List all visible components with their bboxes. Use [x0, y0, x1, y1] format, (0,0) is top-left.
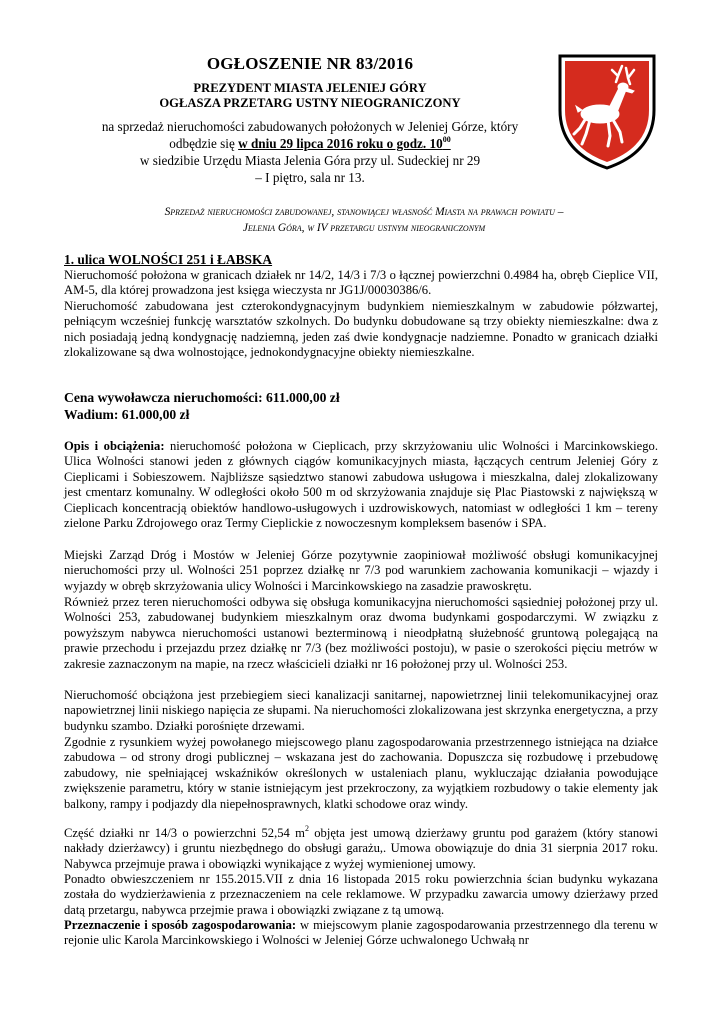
- auction-date: w dniu 29 lipca 2016 roku o godz. $10^{00}$: [238, 135, 451, 151]
- paragraph-description: [64, 439, 658, 531]
- description-label: Opis i obciążenia:: [64, 439, 165, 453]
- section-heading: 1. ulica WOLNOŚCI 251 i ŁABSKA: [64, 252, 273, 267]
- purpose-text: w miejscowym planie zagospodarowania przestrzennego dla terenu w rejonie ulic Karola Marcinkowskiego i Wolności w Jeleniej Górze uchwalonego Uchwałą nr: [64, 918, 658, 948]
- lease-text-start: Część działki nr 14/3 o powierzchni 52,54 m: [64, 826, 305, 840]
- paragraph-advertising: Ponadto obwieszczeniem nr 155.2015.VII z dnia 16 listopada 2015 roku powierzchnia ścian budynku wykazana została do wydzierżawienia z przeznaczeniem na cele reklamowe. W przypadku zawarcia umowy dzierżawy przed datą przetargu, nabywca przejmie prawa i obowiązki związane z tą umową.: [64, 872, 658, 917]
- purpose-label: Przeznaczenie i sposób zagospodarowania:: [64, 918, 297, 932]
- intro-line-2-prefix: odbędzie się: [169, 136, 239, 151]
- deposit: Wadium: 61.000,00 zł: [64, 407, 190, 422]
- intro-line-2: [40, 136, 580, 152]
- paragraph-road-authority: Miejski Zarząd Dróg i Mostów w Jeleniej Górze pozytywnie zaopiniował możliwość obsługi komunikacyjnej nieruchomości przy ul. Wolności 251 poprzez działkę nr 7/3 pod warunkiem zachowania komunikacji – wjazdy i wyjazdy w obręb skrzyżowania ulicy Wolności i Marcinkowskiego na zasadzie prawoskrętu.: [64, 548, 658, 593]
- intro-line-4: – I piętro, sala nr 13.: [255, 170, 365, 185]
- subtitle: [60, 204, 668, 236]
- announcement-title: OGŁOSZENIE NR 83/2016: [206, 54, 414, 73]
- intro-line-3: w siedzibie Urzędu Miasta Jelenia Góra przy ul. Sudeckiej nr 29: [139, 153, 481, 168]
- section-heading-block: [64, 252, 658, 268]
- paragraph-building: Nieruchomość zabudowana jest czterokondygnacyjnym budynkiem niemieszkalnym w zabudowie półzwartej, pełniącym wcześniej funkcję warsztatów szkolnych. Do budynku dobudowane są trzy obiekty niemieszkalne: dwa z nich posiadają jedną kondygnację nadziemną, jeden zaś dwie kondygnacje nadziemne. Ponadto w granicach działki zlokalizowane są dwa wolnostojące, jednokondygnacyjne obiekty niemieszkalne.: [64, 299, 658, 360]
- paragraph-purpose: [64, 918, 658, 949]
- paragraph-easement: Również przez teren nieruchomości odbywa się obsługa komunikacyjna nieruchomości sąsiedniej położonej przy ul. Wolności 253, zabudowanej budynkiem mieszkalnym oraz dwoma budynkami gospodarczymi. W związku z powyższym nabywca nieruchomości ustanowi bezterminową i nieodpłatną służebność gruntową polegającą na prawie przechodu i przejazdu przez działkę nr 7/3 (bez możliwości postoju), w pasie o szerokości pięciu metrów w zakresie zaznaczonym na mapie, na rzecz właścicieli działki nr 16 położonej przy ul. Wolności 253.: [64, 595, 658, 671]
- lease-text-end: objęta jest umową dzierżawy gruntu pod garażem (który stanowi nakłady dzierżawcy) i gruntu niezbędnego do obsługi garażu,. Umowa obowiązuje do dnia 31 sierpnia 2017 roku. Nabywca przejmuje prawa i obowiązki wynikające z wyżej wymienionej umowy.: [64, 826, 659, 871]
- intro-line-1: na sprzedaż nieruchomości zabudowanych położonych w Jeleniej Górze, który: [101, 119, 519, 134]
- square-metre-superscript: 2: [304, 824, 309, 833]
- paragraph-lease: [64, 826, 658, 872]
- paragraph-zoning: Zgodnie z rysunkiem wyżej powołanego miejscowego planu zagospodarowania przestrzennego istniejąca na działce zabudowa – od strony drogi publicznej – wskazana jest do zachowania. Dopuszcza się rozbudowę i przebudowę zabudowy, nie spełniającej wskaźników określonych w ustaleniach planu, wykluczając działania powodujące zwiększenie parametru, który w stanie istniejącym jest przekroczony, za wyjątkiem rozbudowy o takie elementy jak balkony, rampy i podjazdy dla niepełnosprawnych, klatki schodowe oraz windy.: [64, 735, 658, 811]
- paragraph-encumbrances: Nieruchomość obciążona jest przebiegiem sieci kanalizacji sanitarnej, napowietrznej linii telekomunikacyjnej oraz napowietrznej linii niskiego napięcia ze słupami. Na nieruchomości zlokalizowana jest skrzynka energetyczna, a przy budynku szambo. Działki porośnięte drzewami.: [64, 688, 658, 733]
- paragraph-parcel: Nieruchomość położona w granicach działek nr 14/2, 14/3 i 7/3 o łącznej powierzchni 0.4984 ha, obręb Cieplice VII, AM-5, dla której prowadzona jest księga wieczysta nr JG1J/00030386/6.: [64, 268, 658, 298]
- hour-minutes-superscript: 00: [442, 135, 451, 144]
- header-line-2: OGŁASZA PRZETARG USTNY NIEOGRANICZONY: [159, 96, 461, 110]
- starting-price: Cena wywoławcza nieruchomości: 611.000,00 zł: [64, 390, 340, 405]
- header-line-1: PREZYDENT MIASTA JELENIEJ GÓRY: [193, 81, 427, 95]
- subtitle-line-1: Sprzedaż nieruchomości zabudowanej, stanowiącej własność Miasta na prawach powiatu –: [164, 206, 564, 218]
- description-text: nieruchomość położona w Cieplicach, przy skrzyżowaniu ulic Wolności i Marcinkowskiego. Ulica Wolności stanowi jeden z głównych ciągów komunikacyjnych miasta, łączących centrum Jeleniej Góry z Cieplicami i Sobieszowem. Najbliższe sąsiedztwo stanowi zabudowa usługowa i mieszkalna, dalej zlokalizowany jest cmentarz komunalny. W odległości około 500 m od skrzyżowania znajduje się Plac Piastowski z największą w Cieplicach koncentracją obiektów handlowo-usługowych i uzdrowiskowych, natomiast w odległości 1 km – tereny zielone Parku Zdrojowego oraz Termy Cieplickie z nowoczesnym kompleksem basenów i SPA.: [64, 439, 658, 531]
- subtitle-line-2: Jelenia Góra, w IV przetargu ustnym nieograniczonym: [242, 222, 486, 234]
